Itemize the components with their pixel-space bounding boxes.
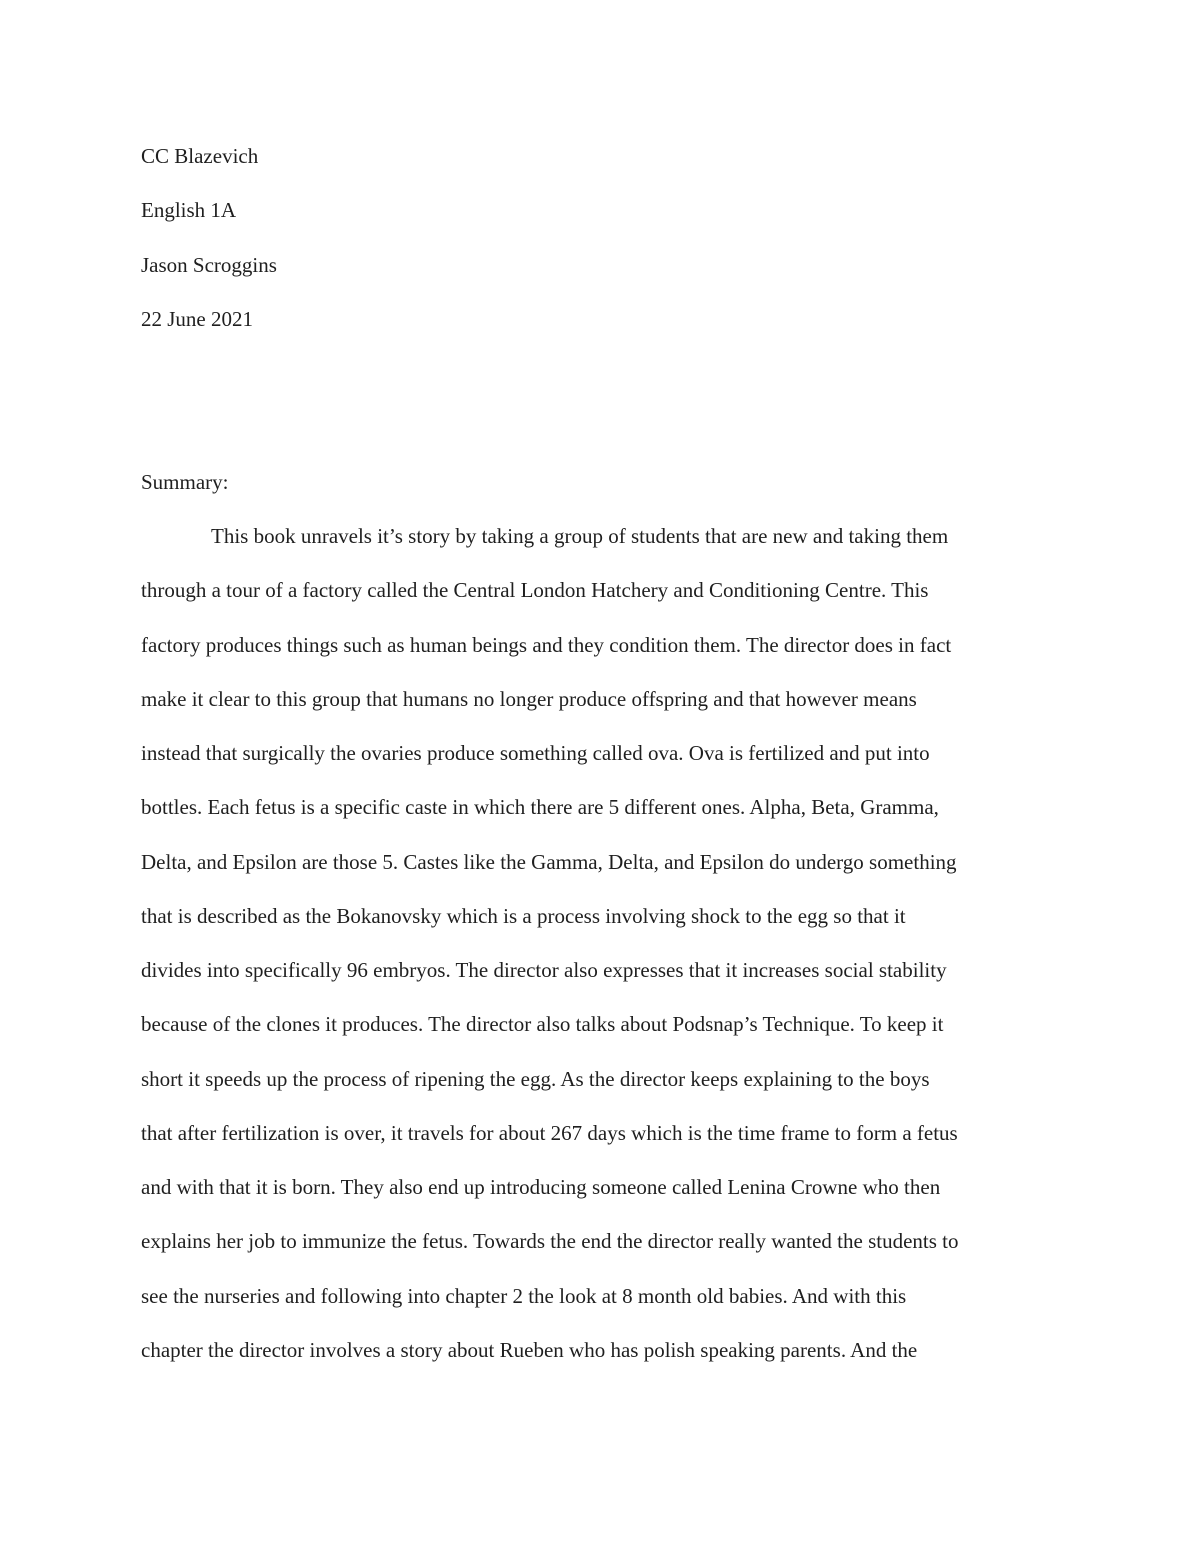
paragraph-line: divides into specifically 96 embryos. The director also expresses that it increases social stability bbox=[141, 958, 947, 982]
paragraph-line: that after fertilization is over, it travels for about 267 days which is the time frame to form a fetus bbox=[141, 1120, 958, 1145]
mla-heading bbox=[141, 140, 277, 357]
paragraph-line: This book unravels it’s story by taking a group of students that are new and taking them bbox=[211, 524, 949, 548]
summary-paragraph bbox=[141, 520, 1071, 1388]
paragraph-line: make it clear to this group that humans no longer produce offspring and that however means bbox=[141, 686, 917, 711]
paragraph-line: through a tour of a factory called the Central London Hatchery and Conditioning Centre. This bbox=[141, 578, 929, 603]
paragraph-line: because of the clones it produces. The director also talks about Podsnap’s Technique. To keep it bbox=[141, 1012, 944, 1037]
paragraph-line: bottles. Each fetus is a specific caste in which there are 5 different ones. Alpha, Beta, Gramma, bbox=[141, 795, 939, 820]
paragraph-line: factory produces things such as human beings and they condition them. The director does in fact bbox=[141, 632, 952, 657]
paragraph-line: short it speeds up the process of ripening the egg. As the director keeps explaining to the boys bbox=[141, 1066, 930, 1091]
paragraph-line: that is described as the Bokanovsky which is a process involving shock to the egg so that it bbox=[141, 903, 906, 928]
course-name: English 1A bbox=[141, 198, 237, 223]
student-name: CC Blazevich bbox=[141, 144, 259, 168]
summary-label: Summary: bbox=[141, 470, 229, 494]
paragraph-line: chapter the director involves a story about Rueben who has polish speaking parents. And the bbox=[141, 1337, 918, 1362]
paragraph-line: Delta, and Epsilon are those 5. Castes like the Gamma, Delta, and Epsilon do undergo something bbox=[141, 849, 957, 874]
instructor-name: Jason Scroggins bbox=[141, 252, 277, 277]
paragraph-line: and with that it is born. They also end up introducing someone called Lenina Crowne who then bbox=[141, 1175, 941, 1199]
paragraph-line: explains her job to immunize the fetus. Towards the end the director really wanted the students to bbox=[141, 1229, 959, 1254]
paragraph-line: see the nurseries and following into chapter 2 the look at 8 month old babies. And with this bbox=[141, 1283, 907, 1308]
paragraph-line: instead that surgically the ovaries produce something called ova. Ova is fertilized and put into bbox=[141, 741, 930, 765]
document-date: 22 June 2021 bbox=[141, 306, 253, 331]
